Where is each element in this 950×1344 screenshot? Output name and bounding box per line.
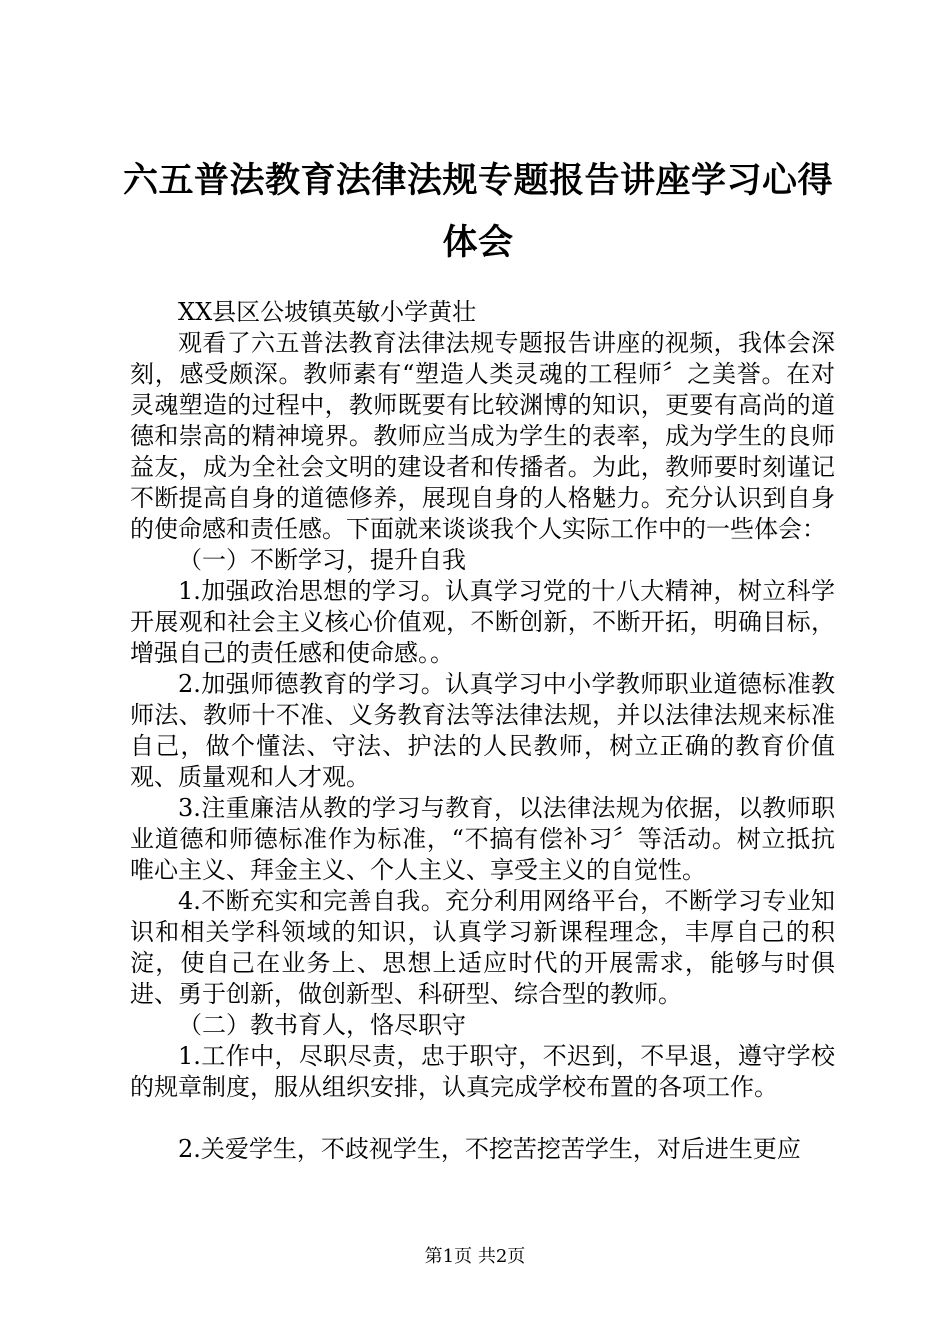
section2-item: 1.工作中，尽职尽责，忠于职守，不迟到，不早退，遵守学校的规章制度，服从组织安排，认真完成学校布置的各项工作。 [130,1042,835,1101]
section1-item: 4.不断充实和完善自我。充分利用网络平台，不断学习专业知识和相关学科领域的知识，认真学习新课程理念，丰厚自己的积淀，使自己在业务上、思想上适应时代的开展需求，能够与时俱进、勇于创新，做创新型、科研型、综合型的教师。 [130,887,835,1008]
author-line: XX县区公坡镇英敏小学黄壮 [178,298,477,326]
page-footer: 第1页 共2页 [424,1246,526,1267]
document-title-line1: 六五普法教育法律法规专题报告讲座学习心得 [122,160,833,201]
section1-heading: （一）不断学习，提升自我 [178,546,466,574]
section1-item: 2.加强师德教育的学习。认真学习中小学教师职业道德标准教师法、教师十不准、义务教育法等法律法规，并以法律法规来标准自己，做个懂法、守法、护法的人民教师，树立正确的教育价值观、质量观和人才观。 [130,670,835,791]
document-body [130,297,835,1165]
section1-item: 3.注重廉洁从教的学习与教育，以法律法规为依据，以教师职业道德和师德标准作为标准，“不搞有偿补习〞等活动。树立抵抗唯心主义、拜金主义、个人主义、享受主义的自觉性。 [130,794,835,884]
section2-heading: （二）教书育人，恪尽职守 [178,1011,466,1039]
document-title-line2: 体会 [442,222,514,263]
section2-item: 2.关爱学生，不歧视学生，不挖苦挖苦学生，对后进生更应 [178,1135,801,1163]
intro-paragraph: 观看了六五普法教育法律法规专题报告讲座的视频，我体会深刻，感受颇深。教师素有“塑造人类灵魂的工程师〞之美誉。在对灵魂塑造的过程中，教师既要有比较渊博的知识，更要有高尚的道德和崇高的精神境界。教师应当成为学生的表率，成为学生的良师益友，成为全社会文明的建设者和传播者。为此，教师要时刻谨记不断提高自身的道德修养，展现自身的人格魅力。充分认识到自身的使命感和责任感。下面就来谈谈我个人实际工作中的一些体会： [130,329,835,543]
section1-item: 1.加强政治思想的学习。认真学习党的十八大精神，树立科学开展观和社会主义核心价值观，不断创新，不断开拓，明确目标，增强自己的责任感和使命感。。 [130,577,835,667]
